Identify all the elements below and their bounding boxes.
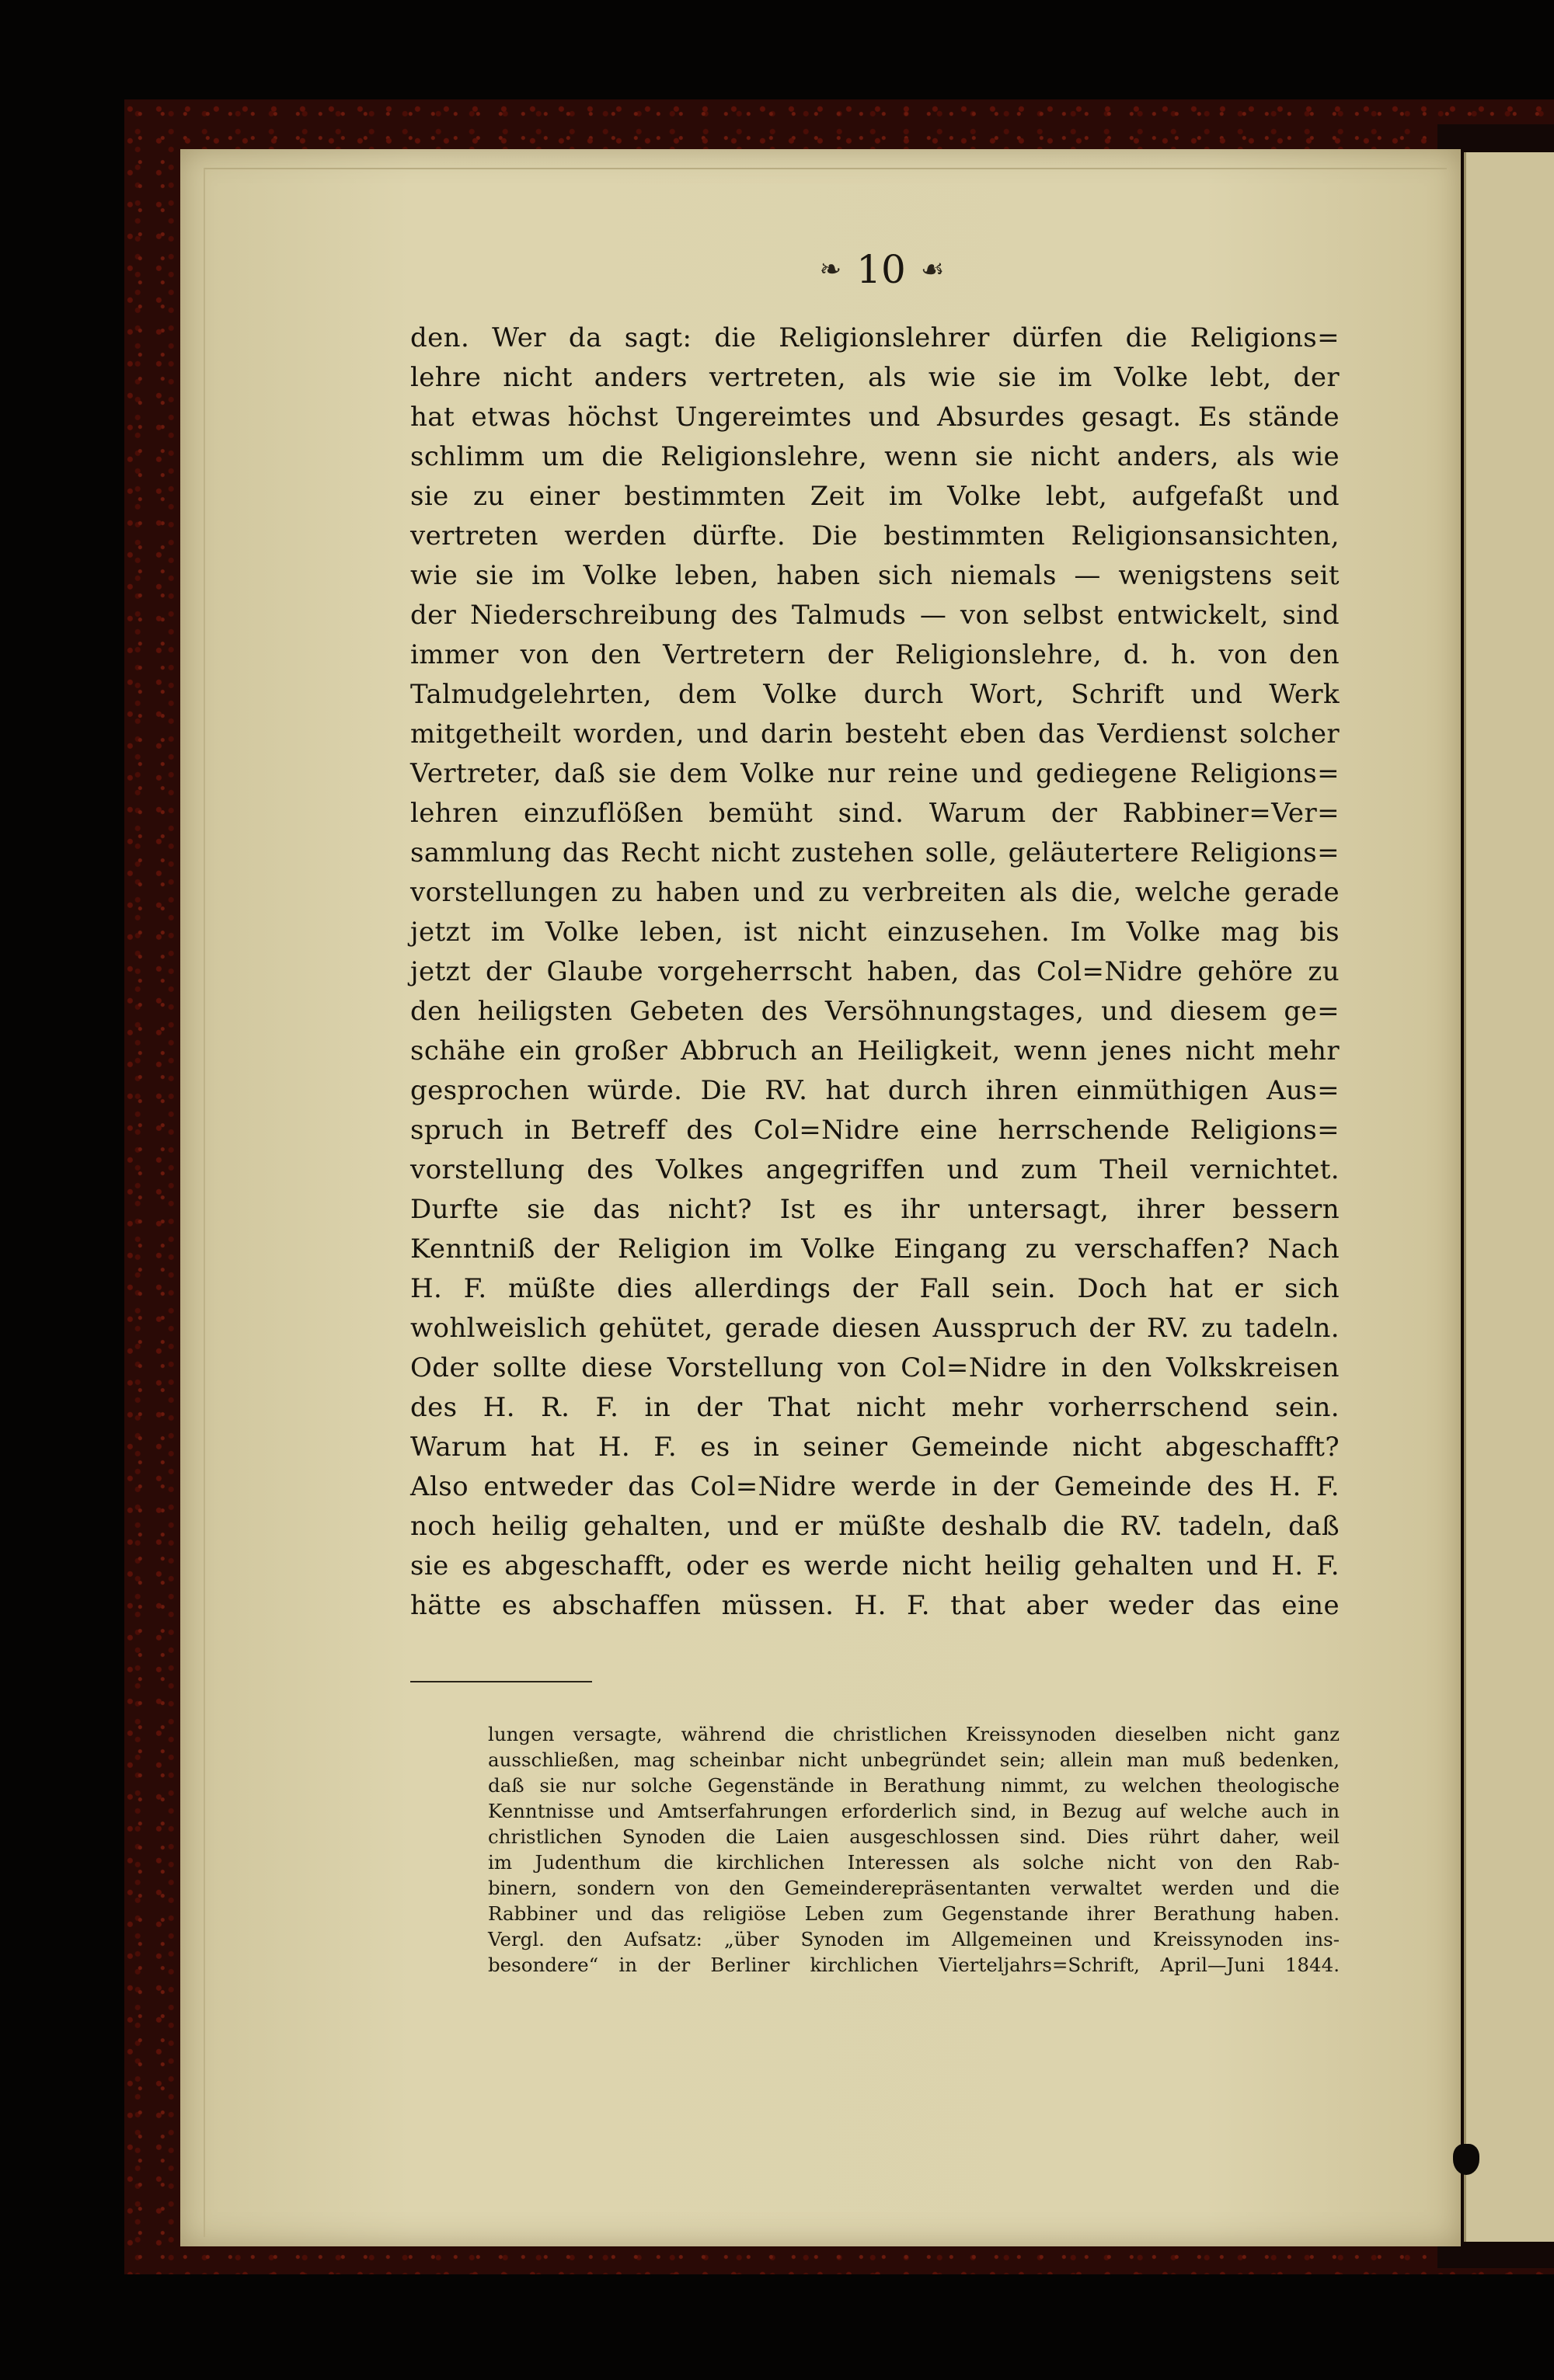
text-line: sie zu einer bestimmten Zeit im Volke lebt, aufgefaßt und xyxy=(410,481,1340,512)
footnote-line: binern, sondern von den Gemeinderepräsentanten verwaltet werden und die xyxy=(488,1877,1340,1899)
text-line: jetzt der Glaube vorgeherrscht haben, das Col=Nidre gehöre zu xyxy=(410,956,1340,987)
text-line: vertreten werden dürfte. Die bestimmten Religionsansichten, xyxy=(410,520,1340,552)
footnote-rule xyxy=(410,1681,592,1682)
page-number: 10 xyxy=(856,247,906,292)
text-line: des H. R. F. in der That nicht mehr vorherrschend sein. xyxy=(410,1392,1340,1423)
text-line: Durfte sie das nicht? Ist es ihr untersagt, ihrer bessern xyxy=(410,1194,1340,1225)
ornament-left-icon: ❧ xyxy=(819,254,842,285)
text-line: sammlung das Recht nicht zustehen solle, geläutertere Religions= xyxy=(410,837,1340,868)
next-page-edge xyxy=(1464,152,1554,2242)
text-line: hat etwas höchst Ungereimtes und Absurdes gesagt. Es stände xyxy=(410,402,1340,433)
text-line: lehren einzuflößen bemüht sind. Warum der Rabbiner=Ver= xyxy=(410,798,1340,829)
text-line: immer von den Vertretern der Religionslehre, d. h. von den xyxy=(410,639,1340,670)
text-line: Kenntniß der Religion im Volke Eingang zu verschaffen? Nach xyxy=(410,1233,1340,1265)
footnote-line: Rabbiner und das religiöse Leben zum Gegenstande ihrer Berathung haben. xyxy=(488,1902,1340,1925)
text-line: sie es abgeschafft, oder es werde nicht heilig gehalten und H. F. xyxy=(410,1550,1340,1581)
text-line: Oder sollte diese Vorstellung von Col=Nidre in den Volkskreisen xyxy=(410,1352,1340,1383)
footnote-line: im Judenthum die kirchlichen Interessen als solche nicht von den Rab- xyxy=(488,1851,1340,1874)
text-line: Talmudgelehrten, dem Volke durch Wort, Schrift und Werk xyxy=(410,679,1340,710)
text-line: hätte es abschaffen müssen. H. F. that aber weder das eine xyxy=(410,1590,1340,1621)
text-line: wohlweislich gehütet, gerade diesen Ausspruch der RV. zu tadeln. xyxy=(410,1313,1340,1344)
ornament-right-icon: ☙ xyxy=(920,254,945,285)
text-line: gesprochen würde. Die RV. hat durch ihren einmüthigen Aus= xyxy=(410,1075,1340,1106)
footnote-line: besondere“ in der Berliner kirchlichen Vierteljahrs=Schrift, April—Juni 1844. xyxy=(488,1954,1340,1976)
page-header xyxy=(769,247,995,294)
text-line: schlimm um die Religionslehre, wenn sie nicht anders, als wie xyxy=(410,441,1340,472)
text-line: noch heilig gehalten, und er müßte deshalb die RV. tadeln, daß xyxy=(410,1511,1340,1542)
text-line: Vertreter, daß sie dem Volke nur reine und gediegene Religions= xyxy=(410,758,1340,789)
footnote-line: lungen versagte, während die christlichen Kreissynoden dieselben nicht ganz xyxy=(488,1723,1340,1745)
text-line: spruch in Betreff des Col=Nidre eine herrschende Religions= xyxy=(410,1115,1340,1146)
text-line: Warum hat H. F. es in seiner Gemeinde nicht abgeschafft? xyxy=(410,1432,1340,1463)
text-line: der Niederschreibung des Talmuds — von selbst entwickelt, sind xyxy=(410,600,1340,631)
text-line: lehre nicht anders vertreten, als wie sie im Volke lebt, der xyxy=(410,362,1340,393)
footnote-line: daß sie nur solche Gegenstände in Berathung nimmt, zu welchen theologische xyxy=(488,1774,1340,1797)
text-line: H. F. müßte dies allerdings der Fall sein. Doch hat er sich xyxy=(410,1273,1340,1304)
footnote xyxy=(488,1721,1340,1978)
text-line: mitgetheilt worden, und darin besteht eben das Verdienst solcher xyxy=(410,719,1340,750)
footnote-line: ausschließen, mag scheinbar nicht unbegründet sein; allein man muß bedenken, xyxy=(488,1748,1340,1771)
text-line: den. Wer da sagt: die Religionslehrer dürfen die Religions= xyxy=(410,322,1340,353)
footnote-line: Kenntnisse und Amtserfahrungen erforderlich sind, in Bezug auf welche auch in xyxy=(488,1800,1340,1822)
page-clip-mark xyxy=(1453,2144,1479,2175)
body-text xyxy=(410,318,1340,1626)
text-line: schähe ein großer Abbruch an Heiligkeit, wenn jenes nicht mehr xyxy=(410,1035,1340,1066)
text-line: den heiligsten Gebeten des Versöhnungstages, und diesem ge= xyxy=(410,996,1340,1027)
text-line: vorstellungen zu haben und zu verbreiten als die, welche gerade xyxy=(410,877,1340,908)
footnote-line: Vergl. den Aufsatz: „über Synoden im Allgemeinen und Kreissynoden ins- xyxy=(488,1928,1340,1950)
text-line: vorstellung des Volkes angegriffen und zum Theil vernichtet. xyxy=(410,1154,1340,1185)
text-line: Also entweder das Col=Nidre werde in der Gemeinde des H. F. xyxy=(410,1471,1340,1502)
footnote-line: christlichen Synoden die Laien ausgeschlossen sind. Dies rührt daher, weil xyxy=(488,1825,1340,1848)
text-line: wie sie im Volke leben, haben sich niemals — wenigstens seit xyxy=(410,560,1340,591)
text-line: jetzt im Volke leben, ist nicht einzusehen. Im Volke mag bis xyxy=(410,917,1340,948)
